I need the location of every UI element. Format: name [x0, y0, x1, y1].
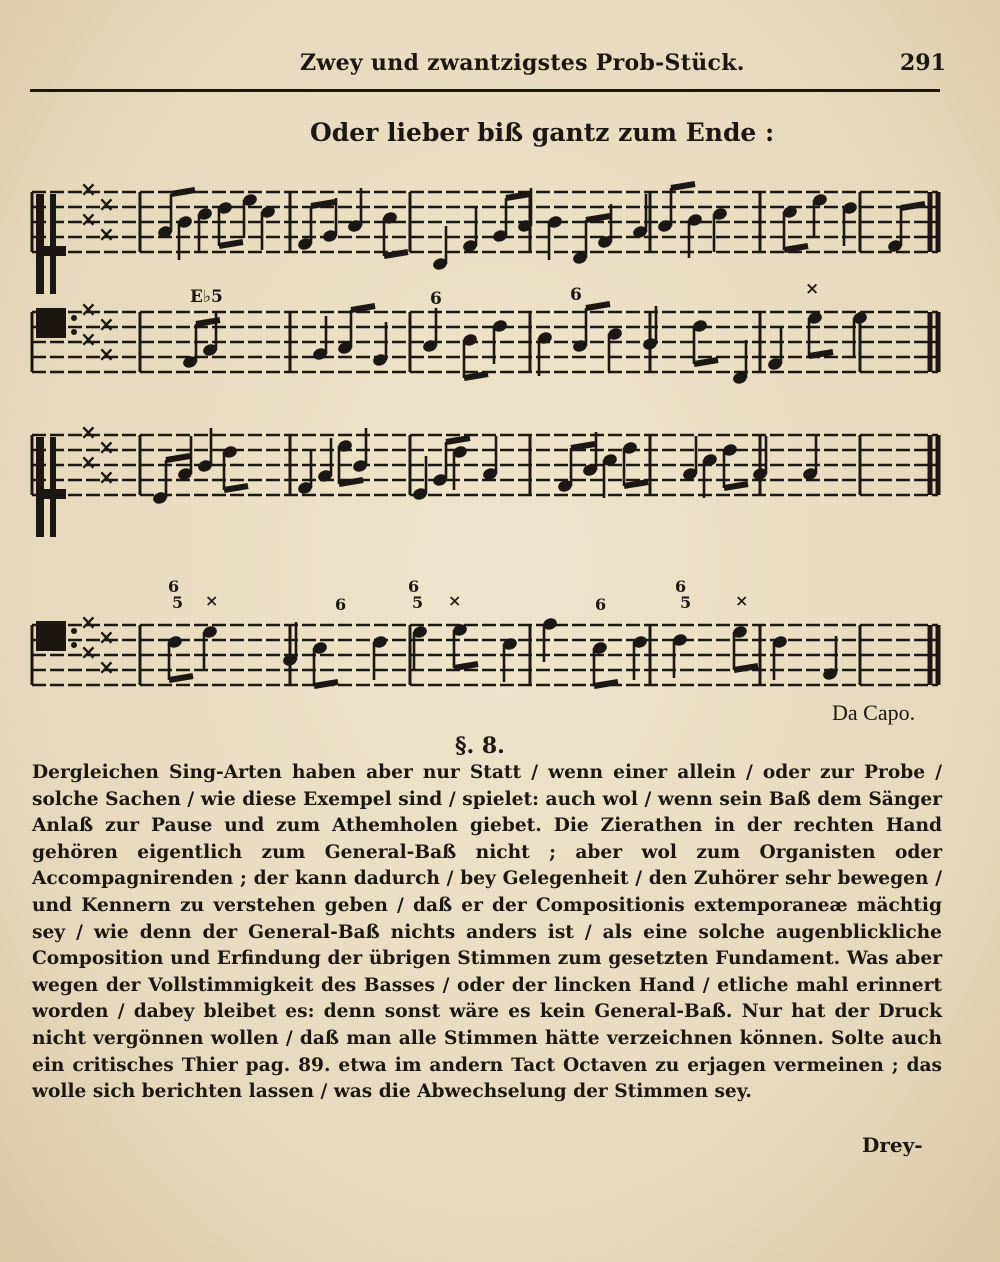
sharp-sign: ×: [98, 465, 115, 489]
bass-clef-dot: [71, 329, 77, 335]
sharp-sign: ×: [98, 222, 115, 246]
note-beam: [171, 190, 195, 194]
note-beam: [506, 194, 530, 198]
figured-bass-figure: 5: [412, 593, 424, 612]
page-number: 291: [900, 50, 946, 76]
sharp-sign: ×: [80, 207, 97, 231]
soprano-clef: [50, 437, 56, 537]
soprano-clef: [36, 437, 44, 537]
example-heading: Oder lieber biß gantz zum Ende :: [310, 118, 775, 147]
catchword: Drey-: [862, 1133, 923, 1157]
sharp-sign: ×: [80, 450, 97, 474]
note-beam: [384, 252, 408, 256]
bass-clef-dot: [71, 315, 77, 321]
barlines: [32, 192, 938, 685]
soprano-clef: [36, 489, 66, 499]
sharp-sign: ×: [98, 342, 115, 366]
note-beam: [671, 184, 695, 188]
note-beam: [734, 666, 758, 670]
note-beam: [311, 202, 335, 206]
soprano-clef: [50, 194, 56, 294]
note-beam: [586, 216, 610, 220]
note-beam: [724, 484, 748, 488]
staff-lines: [32, 192, 938, 685]
sharp-sign: ×: [98, 625, 115, 649]
figured-bass-figure: ×: [805, 279, 820, 299]
note-beam: [586, 304, 610, 308]
bass-clef-dot: [71, 628, 77, 634]
body-paragraph: Dergleichen Sing-Arten haben aber nur Statt / wenn einer allein / oder zur Probe / solche Sachen / wie diese Exempel sind / spielet: auch wol / wenn sein Baß dem Sänger Anlaß zur Pause und zum Athemholen giebet. Die Zierathen in der rechten Hand gehören eigentlich zum General-Baß nicht ; aber wol zum Organisten oder Accompagnirenden ; der kann dadurch / bey Gelegenheit / den Zuhörer sehr bewegen / und Kennern zu verstehen geben / daß er der Compositionis extemporaneæ mächtig sey / wie denn der General-Baß nichts anders ist / als eine solche augenblickliche Composition und Erfindung der übrigen Stimmen zum gesetzten Fundament. Was aber wegen der Vollstimmigkeit des Basses / oder der lincken Hand / etliche mahl erinnert worden / dabey bleibet es: denn sonst wäre es kein General-Baß. Nur hat der Druck nicht vergönnen wollen / daß man alle Stimmen hätte verzeichnen können. Solte auch ein critisches Thier pag. 89. etwa im andern Tact Octaven zu erjagen vermeinen ; das wolle sich berichten lassen / was die Abwechselung der Stimmen sey.: [32, 762, 942, 1103]
note-beam: [594, 682, 618, 686]
figured-bass-figure: 6: [335, 595, 347, 614]
note-beam: [314, 682, 338, 686]
sharp-sign: ×: [80, 327, 97, 351]
figured-bass-figure: 6: [430, 289, 442, 309]
sharp-sign: ×: [80, 420, 97, 444]
figured-bass-figure: ×: [735, 591, 749, 610]
bass-clef: [36, 308, 66, 338]
figured-bass-figure: ×: [448, 591, 462, 610]
note-beam: [446, 438, 470, 442]
sharp-sign: ×: [98, 655, 115, 679]
note-beam: [219, 242, 243, 246]
note-beam: [454, 664, 478, 668]
da-capo-marking: Da Capo.: [832, 700, 916, 725]
note-beam: [339, 480, 363, 484]
note-beam: [351, 306, 375, 310]
figured-bass-figure: 6: [570, 285, 582, 305]
note-beam: [694, 360, 718, 364]
sharp-sign: ×: [80, 177, 97, 201]
bass-clef: [36, 621, 66, 651]
running-head: Zwey und zwantzigstes Prob-Stück.: [300, 50, 745, 76]
figured-bass-figure: 6: [675, 577, 687, 596]
sharp-sign: ×: [80, 610, 97, 634]
figured-bass-figure: 5: [172, 593, 184, 612]
sharp-sign: ×: [98, 192, 115, 216]
section-number: §. 8.: [455, 733, 505, 759]
note-beam: [571, 444, 595, 448]
soprano-clef: [36, 194, 44, 294]
note-beam: [169, 676, 193, 680]
sharp-sign: ×: [80, 297, 97, 321]
figured-bass-figure: 6: [408, 577, 420, 596]
note-beam: [224, 486, 248, 490]
bass-clef-dot: [71, 642, 77, 648]
note-beam: [901, 204, 925, 208]
note-beam: [809, 352, 833, 356]
clefs: [36, 194, 77, 651]
note-beam: [464, 374, 488, 378]
sharp-sign: ×: [98, 435, 115, 459]
figured-bass-figure: E♭5: [190, 287, 223, 307]
note-beam: [784, 246, 808, 250]
note-beam: [166, 456, 190, 460]
sharp-sign: ×: [80, 640, 97, 664]
figured-bass-figure: ×: [205, 591, 219, 610]
figured-bass-figure: 6: [168, 577, 180, 596]
figured-bass-figure: 6: [595, 595, 607, 614]
note-beam: [624, 482, 648, 486]
soprano-clef: [36, 246, 66, 256]
sharp-sign: ×: [98, 312, 115, 336]
figured-bass-figure: 5: [680, 593, 692, 612]
